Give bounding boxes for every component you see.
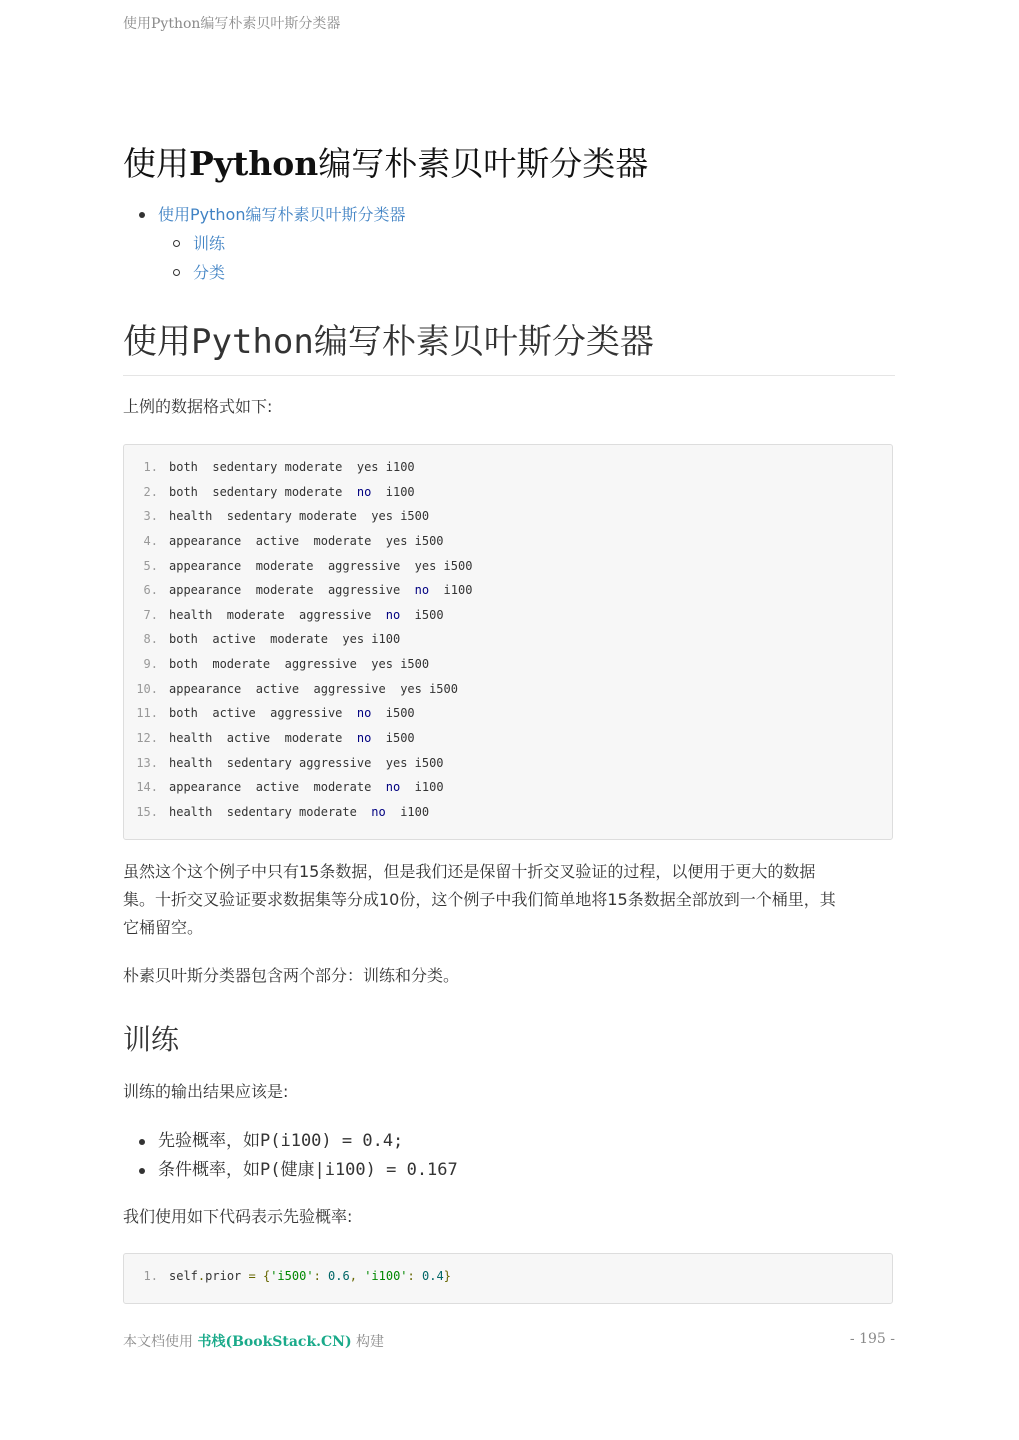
code-token: i500 [371,731,415,746]
section-heading-mono: Python [191,322,314,362]
code-token: : [313,1269,321,1283]
toc-item [123,200,405,229]
bullet-code: P(i100) = 0.4; [260,1131,404,1151]
code-token: no [385,780,401,795]
code-line [124,654,892,679]
line-number: 1. [143,1269,158,1283]
list-item [123,1127,458,1156]
footer-prefix: 本文档使用 [123,1334,198,1350]
code-token: . [197,1269,206,1283]
footer-brand-link[interactable]: 书栈(BookStack.CN) [197,1334,352,1350]
section-heading-suffix: 编写朴素贝叶斯分类器 [313,322,654,362]
code-token: appearance moderate aggressive yes i500 [169,558,473,573]
code-token: i500 [371,706,415,721]
code-line [124,679,892,704]
code-token: appearance moderate aggressive [169,583,415,598]
footer-credit [123,1331,384,1351]
code-token: = [248,1269,256,1283]
toc-link-training[interactable]: 训练 [193,234,226,253]
code-line [124,629,892,654]
code-token: i500 [400,607,444,622]
code-token: appearance active aggressive yes i500 [169,681,458,696]
code-line [124,457,892,482]
code-token: no [414,583,430,598]
code-token: health sedentary moderate [169,804,372,819]
code-line [124,531,892,556]
code-line [124,506,892,531]
code-line [124,703,892,728]
title-bold: Python [189,144,319,183]
line-number: 9. [143,657,158,672]
code-token: no [356,731,372,746]
list-item [123,1156,458,1185]
line-number: 11. [136,706,158,721]
footer-suffix: 构建 [351,1334,385,1350]
prior-code-block [123,1253,893,1304]
code-token: 0.6 [328,1269,350,1283]
code-token: no [356,706,372,721]
data-format-intro: 上例的数据格式如下: [123,397,273,416]
code-token: self [169,1269,198,1283]
line-number: 4. [143,533,158,548]
code-token: i100 [371,484,415,499]
code-token: appearance active moderate [169,780,386,795]
prior-intro: 我们使用如下代码表示先验概率: [123,1207,353,1226]
document-title [123,138,648,185]
line-number: 13. [136,755,158,770]
code-token: : [407,1269,415,1283]
code-token: 0.4 [422,1269,444,1283]
training-intro: 训练的输出结果应该是: [123,1082,289,1101]
line-number: 5. [143,558,158,573]
code-token: no [385,607,401,622]
data-code-block [123,444,893,840]
line-number: 3. [143,509,158,524]
code-token: 'i500' [270,1269,314,1283]
training-heading: 训练 [123,1023,180,1056]
section-heading [123,314,895,376]
bullet-code: P(健康|i100) = 0.167 [260,1160,458,1180]
code-token: i100 [429,583,473,598]
line-number: 6. [143,583,158,598]
code-token [256,1269,263,1283]
code-line [124,728,892,753]
code-token: both sedentary moderate yes i100 [169,460,415,474]
code-token: health sedentary moderate yes i500 [169,509,430,524]
bullet-text: 条件概率，如 [158,1160,260,1180]
code-token: no [371,804,386,819]
code-token: prior [205,1269,249,1283]
code-token: health moderate aggressive [169,607,386,622]
code-token: no [356,484,372,499]
code-token: i100 [400,780,444,795]
title-prefix: 使用 [123,144,189,183]
line-number: 15. [136,804,158,819]
code-token: both active aggressive [169,706,357,721]
line-number: 10. [136,681,158,696]
paragraph-line: 虽然这个这个例子中只有15条数据，但是我们还是保留十折交叉验证的过程，以便用于更大的数据 [123,862,816,881]
code-token [321,1269,328,1283]
line-number: 12. [136,731,158,746]
code-line [124,605,892,630]
code-token: { [262,1269,271,1283]
toc-item [123,258,405,287]
bullet-text: 先验概率，如 [158,1131,260,1151]
code-token: 'i100' [364,1269,408,1283]
code-token: both moderate aggressive yes i500 [169,657,430,672]
code-token: health sedentary aggressive yes i500 [169,755,444,770]
line-number: 14. [136,780,158,795]
code-token: appearance active moderate yes i500 [169,533,444,548]
code-line [124,556,892,581]
code-line [124,753,892,778]
code-line [124,802,892,827]
code-line [124,1266,892,1291]
line-number: 2. [143,484,158,499]
line-number: 1. [143,460,158,474]
table-of-contents [123,200,405,287]
code-token: } [443,1269,451,1283]
line-number: 7. [143,607,158,622]
line-number: 8. [143,632,158,647]
page-number: - 195 - [849,1331,895,1347]
toc-item [123,229,405,258]
code-token: both active moderate yes i100 [169,632,401,647]
code-token: , [349,1269,357,1283]
paragraph-line: 它桶留空。 [123,918,204,937]
code-line [124,777,892,802]
paragraph-line: 集。十折交叉验证要求数据集等分成10份，这个例子中我们简单地将15条数据全部放到一个桶里，其 [123,890,836,909]
code-token: health active moderate [169,731,357,746]
code-token: both sedentary moderate [169,484,357,499]
toc-link-classify[interactable]: 分类 [193,263,226,282]
running-header: 使用Python编写朴素贝叶斯分类器 [123,16,341,32]
training-output-list [123,1127,458,1185]
section-heading-prefix: 使用 [123,322,191,362]
toc-link-main[interactable]: 使用Python编写朴素贝叶斯分类器 [158,205,406,224]
code-line [124,482,892,507]
code-token [415,1269,422,1283]
code-token: i100 [385,804,430,819]
title-suffix: 编写朴素贝叶斯分类器 [318,144,649,183]
code-line [124,580,892,605]
classifier-parts-paragraph: 朴素贝叶斯分类器包含两个部分：训练和分类。 [123,966,460,985]
